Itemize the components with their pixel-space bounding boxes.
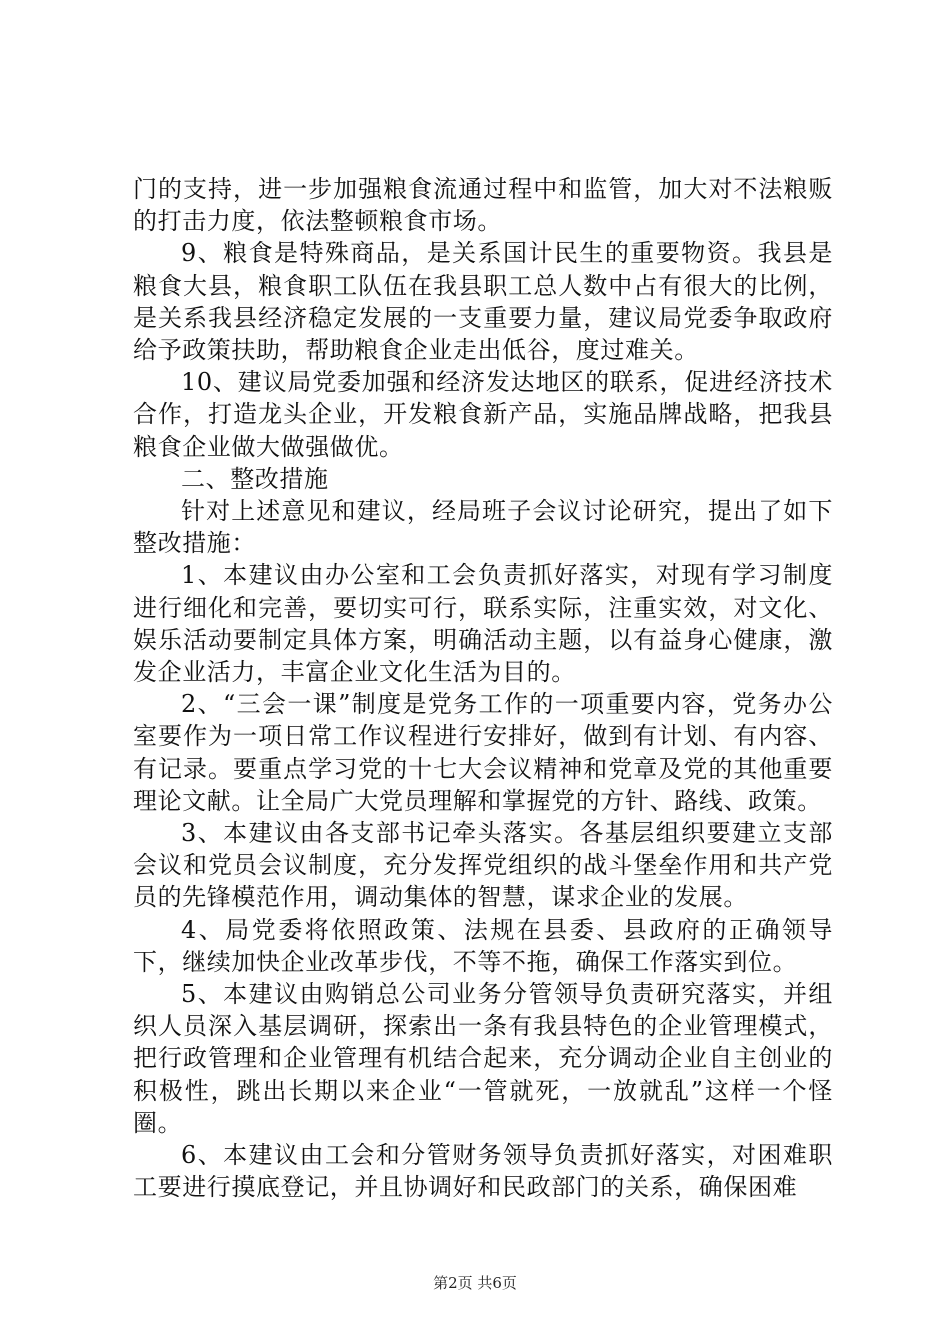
- paragraph-measure-4: 4、局党委将依照政策、法规在县委、县政府的正确领导下，继续加快企业改革步伐，不等不拖，确保工作落实到位。: [133, 915, 833, 976]
- paragraph-measure-6: 6、本建议由工会和分管财务领导负责抓好落实，对困难职工要进行摸底登记，并且协调好和民政部门的关系，确保困难: [133, 1141, 833, 1202]
- document-body: [133, 173, 833, 1204]
- paragraph-measure-5: 5、本建议由购销总公司业务分管领导负责研究落实，并组织人员深入基层调研，探索出一条有我县特色的企业管理模式，把行政管理和企业管理有机结合起来，充分调动企业自主创业的积极性，跳出长期以来企业“一管就死，一放就乱”这样一个怪圈。: [133, 980, 833, 1137]
- paragraph-measure-2: 2、“三会一课”制度是党务工作的一项重要内容，党务办公室要作为一项日常工作议程进行安排好，做到有计划、有内容、有记录。要重点学习党的十七大会议精神和党章及党的其他重要理论文献。让全局广大党员理解和掌握党的方针、路线、政策。: [133, 690, 833, 815]
- paragraph-intro-measures: 针对上述意见和建议，经局班子会议讨论研究，提出了如下整改措施：: [133, 497, 833, 558]
- paragraph-measure-3: 3、本建议由各支部书记牵头落实。各基层组织要建立支部会议和党员会议制度，充分发挥党组织的战斗堡垒作用和共产党员的先锋模范作用，调动集体的智慧，谋求企业的发展。: [133, 819, 833, 912]
- page-footer: 第2页 共6页: [433, 1274, 517, 1292]
- paragraph-item-10: 10、建议局党委加强和经济发达地区的联系，促进经济技术合作，打造龙头企业，开发粮食新产品，实施品牌战略，把我县粮食企业做大做强做优。: [133, 368, 833, 461]
- paragraph-item-9: 9、粮食是特殊商品，是关系国计民生的重要物资。我县是粮食大县，粮食职工队伍在我县职工总人数中占有很大的比例，是关系我县经济稳定发展的一支重要力量，建议局党委争取政府给予政策扶助，帮助粮食企业走出低谷，度过难关。: [133, 239, 833, 365]
- section-heading-rectification: 二、整改措施: [181, 464, 329, 493]
- paragraph-continuation: 门的支持，进一步加强粮食流通过程中和监管，加大对不法粮贩的打击力度，依法整顿粮食市场。: [133, 175, 833, 236]
- paragraph-measure-1: 1、本建议由办公室和工会负责抓好落实，对现有学习制度进行细化和完善，要切实可行，联系实际，注重实效，对文化、娱乐活动要制定具体方案，明确活动主题，以有益身心健康，激发企业活力，丰富企业文化生活为目的。: [133, 561, 833, 687]
